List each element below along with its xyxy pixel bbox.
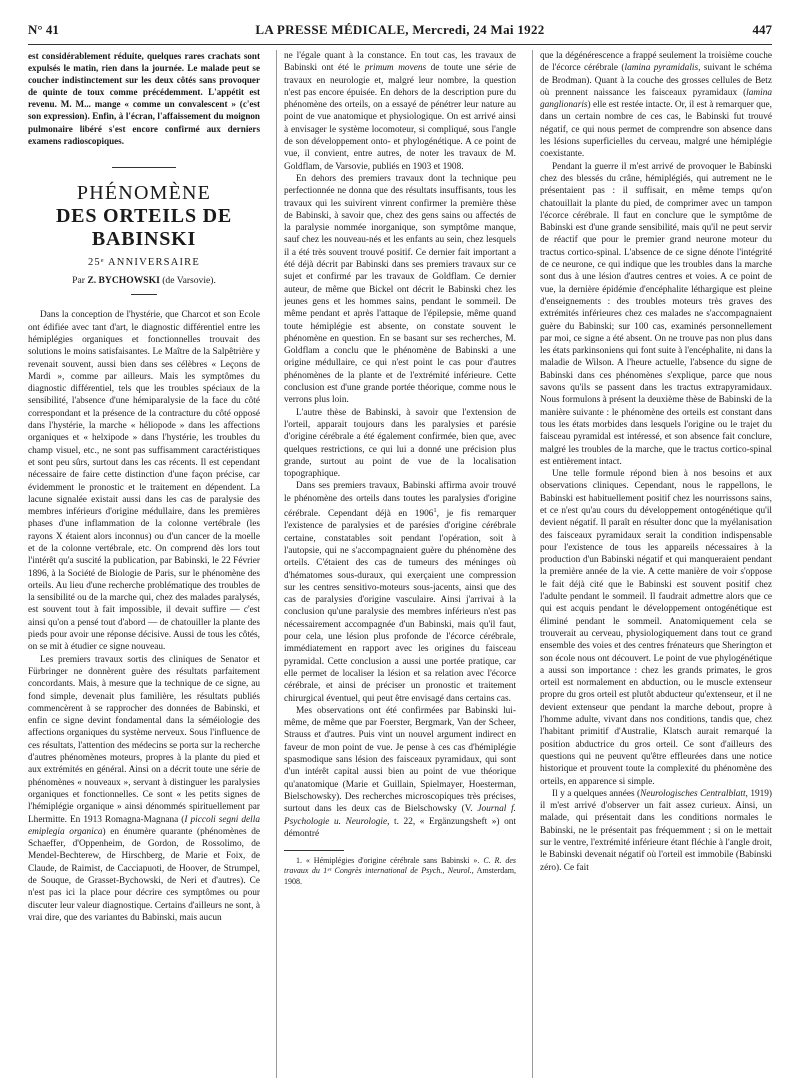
page-header — [28, 22, 772, 42]
column-3 — [540, 50, 772, 1080]
column-divider — [532, 50, 533, 1078]
paragraph: Dans la conception de l'hystérie, que Charcot et son Ecole ont édifiée avec tant d'art, le diagnostic différentiel entre les hémiplégies organiques et fonctionnelles trouvait des solutions le moins satisfaisantes. Le Maître de la Salpêtrière y revenait souvent, aussi bien dans ses célèbres « Leçons de Mardi », comme par ailleurs. Mais les symptômes du diagnostic différentiel, tels que les troubles spéciaux de la sensibilité, l'absence d'une hémiparalysie de la face du côté correspondant et la présence de la contracture du côté opposé dans l'hystérie, la marche « héliopode » dans les affections organiques et « helxipode » dans l'hystérie, les troubles du champ visuel, etc., ne sont pas suffisamment caractéristiques et sont peu sûrs, surtout dans les cas récents. Il est cependant nécessaire de faire cette distinction d'une façon précise, car évidemment le pronostic et le traitement en dépendent. La lacune signalée existait aussi dans les cas de paralysie des membres inférieurs d'origine médullaire, dans les premières phases d'une inflammation de la colonne vertébrale (les rayons X étaient alors inconnus) ou d'un cancer de la moelle et de la colonne vertébrale, etc. On comprend dès lors tout l'intérêt qu'a suscité la publication, par Babinski, le 22 Février 1896, à la Société de Biologie de Paris, sur le phénomène des orteils. Au lieu d'une recherche problématique des troubles de la sensibilité ou de la marche qui, chez des malades paralysés, est souvent tout à fait impossible, il devait suffire — c'est ainsi qu'on a pensé tout d'abord — de chatouiller la plante des pieds pour avoir une réponse décisive. Aussi de tous les côtés, on se mit à étudier ce signe nouveau. — [28, 310, 260, 653]
paragraph-text: Les premiers travaux sortis des cliniques de Senator et Fürbringer ne donnèrent guère des résultats parfaitement concordants. Mais, à mesure que la technique de ce signe, au fond simple, devenait plus familière, les résultats publiés commencèrent à se rapprocher des données de Babinski, et enfin ce signe devint fondamental dans la séméiologie des affections organiques du système nerveux. Sous l'influence de ces résultats, l'attention des médecins se porta sur la recherche d'autres phénomènes moteurs, propres à la plante du pied et aux extrémités en général. Ainsi on a décrit toute une série de phénomènes « nouveaux », servant à distinguer les paralysies organiques et fonctionnelles. Ce sont « les petits signes de l'hémiplégie organique » ainsi dénommés spirituellement par Lhermitte. En 1913 Romagna-Magnana ( — [28, 654, 260, 825]
journal-name: LA PRESSE MÉDICALE, — [255, 22, 409, 37]
paragraph: Pendant la guerre il m'est arrivé de provoquer le Babinski chez des blessés du crâne, hémiplégiés, qui autrement ne le présentaient pas : il suffisait, en même temps qu'on chatouillait la plante du pied, de comprimer avec un tampon l'écorce cérébrale. Il faut en conclure que le symptôme de Babinski est d'une grande sensibilité, mais qu'il ne peut servir de réactif que pour le premier grand neurone moteur du tractus cortico-spinal. L'absence de ce signe dénote l'intégrité de ce neurone, ce qui indique que les troubles dans la marche sont dus à une lésion d'autres centres et voies. A ce point de vue, la dernière épidémie d'encéphalite léthargique est pleine d'enseignements : des troubles moteurs très graves des extrémités inférieures chez ces malades ne s'accompagnaient guère du Babinski; sur 100 cas, examinés personnellement par moi, ce signe a été absent. On ne trouve pas non plus dans les états parkinsoniens qui font suite à l'encéphalite, ni dans la maladie de Wilson. A l'heure actuelle, l'absence du signe de Babinski dans ces phénomènes s'explique, parce que nous savons qu'ils se passent dans les tractus extrapyramidaux. Nous formulons à présent la deuxième thèse de Babinski de la manière suivante : le phénomène des orteils est constant dans tous les états morbides dans lesquels l'origine ou le trajet du faisceau pyramidal est intéressé, et son absence fait conclure, malgré les troubles de la marche, que le tractus cortico-spinal est entièrement intact. — [540, 161, 772, 467]
column-1 — [28, 50, 260, 1080]
paragraph-text: que la dégénérescence a frappé seulement la troisième couche de l'écorce cérébrale ( — [540, 51, 772, 74]
column-2 — [284, 50, 516, 1080]
paragraph-text: Dans ses premiers travaux, Babinski affirma avoir trouvé le phénomène des orteils dans toutes les paralysies d'origine cérébrale. Cependant déjà en 1906 — [284, 481, 516, 520]
paragraph-text: Mes observations ont été confirmées par Babinski lui-même, de même que par Foerster, Bergmark, Van der Scheer, Strauss et d'autres. Puis vint un nouvel argument indirect en faveur de mon point de vue. Je pense à ces cas d'hémiplégie spasmodique sans lésion des faisceaux pyramidaux, qui sont d'un intérêt capital aussi bien au point de vue théorique qu'anatomique (Marie et Guillain, Spielmayer, Hoesterman, Bielschowsky). Des recherches microscopiques très précises, surtout dans les deux cas de Bielschowsky (V. — [284, 705, 516, 815]
paragraph-italic: primum movens — [364, 63, 427, 74]
paragraph — [540, 50, 772, 161]
paragraph-italic: I piccoli segni della emiplegia organica — [28, 814, 260, 837]
paragraph-text: , je fis remarquer l'existence de paralysies et de parésies d'origine cérébrale certaine, constatables soit pendant l'opération, soit à l'autopsie, qui ne s'accompagnaient guère du phénomène des orteils. C'étaient des cas de tumeurs des méninges où d'hématomes sous-duraux, qui exerçaient une compression sur les centres sensitivo-moteurs sous-jacents, ainsi que des cas de paralysies d'origine vasculaire. Ainsi j'arrivai à la conclusion qu'une paralysie des membres inférieurs n'est pas nécessairement accompagnée d'un Babinski, mais qu'il faut, pour cela, une lésion plus profonde de l'écorce cérébrale, immédiatement en rapport avec les origines du faisceau pyramidal. Cette conclusion a aussi une portée pratique, car elle permet de localiser la lésion et sa relation avec l'écorce cérébrale, et ainsi de préciser un pronostic et traitement chirurgical éventuel, qui peut être envisagé dans certains cas. — [284, 509, 516, 704]
paragraph-text: ne l'égale quant à la constance. En tout cas, les travaux de Babinski ont été le — [284, 51, 516, 74]
paragraph — [284, 50, 516, 173]
paragraph-text: , t. 22, « Ergänzungsheft ») ont démontré — [284, 816, 516, 839]
paragraph-text: ) en énumère quarante (phénomènes de Schaeffer, d'Oppenheim, de Gordon, de Rossolimo, de Mendel-Bechterew, de Hirschberg, de Marie et Foix, de Claude, de Raimist, de Cacciapuoti, de Hoover, de Strumpel, de Souque, de Grasset-Bychowski, de Neri et d'autres). Ce n'est pas ici la place pour décrire ces symptômes ou pour discuter leur valeur diagnostique. Certains d'ailleurs ne sont, à vrai dire, que des variantes du Babinski, mais aucun — [28, 826, 260, 923]
paragraph — [284, 480, 516, 704]
footnote-text: 1. « Hémiplégies d'origine cérébrale sans Babinski ». — [296, 856, 484, 866]
footnote-text: , Amsterdam, 1908. — [284, 866, 516, 886]
paragraph-text: , 1919) il m'est arrivé d'observer un fait assez curieux. Ainsi, un malade, qui présentait dans les conditions normales le Babinski, ne le présentait pas fréquemment ; si on le mettait sur le ventre, l'extrémité inférieure étant fléchie à l'angle droit, le Babinski devenait négatif où l'orteil est immobile (Babinski zéro). Ce fait — [540, 788, 772, 873]
paragraph — [28, 654, 260, 925]
paragraph: L'autre thèse de Babinski, à savoir que l'extension de l'orteil, apparait toujours dans les paralysies et parésie d'origine cérébrale a été également confirmée, bien que, avec quelques restrictions, ce qui lui a donné une précision plus grande, surtout au point de vue de la localisation topographique. — [284, 407, 516, 480]
paragraph-text: Il y a quelques années ( — [552, 788, 641, 799]
issue-number: N° 41 — [28, 22, 59, 37]
title-line-2: DES ORTEILS DE BABINSKI — [55, 204, 233, 250]
paragraph-italic: Neurologisches Centralblatt — [640, 788, 746, 799]
footnote-rule — [284, 850, 344, 851]
header-rule — [28, 44, 772, 45]
footnote-ref: 1 — [433, 506, 437, 514]
paragraph-italic: Journal f. Psychologie u. Neurologie — [284, 804, 516, 827]
article-title — [28, 182, 260, 251]
paragraph — [540, 788, 772, 874]
column-divider — [276, 50, 277, 1078]
paragraph-text: de toute une série de travaux en neurologie et, malgré leur nombre, la question n'est pas encore épuisée. En dehors de la description pure du phénomène des orteils, on a essayé de pénétrer leur nature au point de vue anatomique et physiologique. On est arrivé ainsi à envisager le système locomoteur, si compliqué, sous l'angle de son développement onto- et phylogénétique. A ce point de vue, il convient, entre autres, de noter les travaux de M. Goldflam, de Varsovie, publiés en 1903 et 1908. — [284, 63, 516, 172]
footnote — [284, 856, 516, 887]
author-affiliation: (de Varsovie). — [159, 275, 216, 287]
author-name: Z. BYCHOWSKI — [87, 275, 160, 287]
author-prefix: Par — [72, 275, 88, 287]
subtitle: 25ᵉ ANNIVERSAIRE — [87, 256, 201, 268]
paragraph — [284, 705, 516, 840]
case-report-end: est considérablement réduite, quelques rares crachats sont expulsés le matin, rien dans la journée. Le malade peut se coucher indistinctement sur les deux côtés sans provoquer de quinte de toux comme précédemment. L'appétit est revenu. M. M... mange « comme un convalescent » (c'est son expression). Enfin, à l'écran, l'affaissement du moignon pulmonaire libéré s'est encore confirmé aux derniers examens radioscopiques. — [28, 51, 260, 146]
paragraph: Une telle formule répond bien à nos besoins et aux observations cliniques. Cependant, nous le rappellons, le Babinski est habituellement positif chez les nourrissons sains, et ce n'est qu'au cours du développement ontogénétique qu'il devient négatif. Il paraît en résulter donc que la myélanisation des faisceaux pyramidaux serait la condition indispensable pour l'existence de tous les appareils nécessaires à la production d'un Babinski négatif et qui manqueraient pendant la première année de la vie. A cette manière de voir s'oppose le fait déjà cité que le Babinski est souvent positif chez l'adulte pendant le sommeil. Il faudrait admettre alors que ce qui est acquis pendant le développement ontogénétique est éliminé pendant le sommeil. Anatomiquement cela se trouverait au cerveau, physiologiquement dans tout ce grand ensemble des voies et des centres frénateurs que Sherington et son école nous ont découvert. Le point de vue phylogénétique a aussi son importance : chez les grands primates, le gros orteil est normalement en abduction, ou le muscle extenseur propre du gros orteil est plutôt abducteur qu'extenseur, et il ne devient extenseur que pendant la marche debout, propre à l'homme adulte, vivant dans nos conditions, tandis que, chez l'habitant primitif d'Australie, Klatsch aurait remarqué la position abductrice du gros orteil. Ce sont d'ailleurs des questions qui ne peuvent qu'être effleurées dans une notice historique et prouvent toute la complexité du phénomène des orteils, en apparence si simple. — [540, 469, 772, 787]
paragraph: En dehors des premiers travaux dont la technique peu perfectionnée ne donna que des résultats insuffisants, tous les travaux qui les suivirent vinrent confirmer la première thèse de Babinski, à savoir que, chez des gens sains ou affectés de la paralysie nommée inorganique, son symptôme manque, sauf chez les nouveau-nés et les enfants au sein, chez lesquels il a été très souvent trouvé positif. Ce dernier fait important a été déjà décrit par Babinski dans ses premiers travaux sur ce sujet et confirmé par les travaux de Goldflam. Ce dernier auteur, de même que Bickel ont décrit le Babinski chez les jeunes gens et les hommes sains, pendant le sommeil. De même pendant et après l'attaque de l'épilepsie, même quand toute hémiplégie est absente, on constate souvent le phénomène en question. En se basant sur ses recherches, M. Goldflam a conclu que le phénomène de Babinski a une origine médullaire, ce qui n'est point le cas pour d'autres phénomènes de la plante et de l'extrémité inférieure. Cette conclusion est d'une grande portée théorique, comme nous le verrons plus loin. — [284, 173, 516, 406]
author-line — [28, 275, 260, 287]
title-line-1: PHÉNOMÈNE — [76, 181, 212, 204]
page-number: 447 — [752, 22, 772, 37]
section-rule — [112, 167, 176, 168]
paragraph-text: , suivant le schéma de Brodman). Quant à la couche des grosses cellules de Betz où prennent naissance les faisceaux pyramidaux ( — [540, 63, 772, 98]
issue-date: Mercredi, 24 Mai 1922 — [408, 22, 545, 37]
article-title-block — [28, 167, 260, 296]
paragraph-italic: lamina ganglionaris — [540, 87, 772, 111]
running-title — [28, 22, 772, 38]
title-rule — [131, 294, 157, 295]
paragraph-text: ) elle est restée intacte. Or, il est à remarquer que, dans un certain nombre de ces cas, le Babinski fut trouvé négatif, ce qui nous permet de comprendre son absence dans les lésions superficielles du cerveau, malgré une hémiplégie coexistante. — [540, 100, 772, 160]
footnote-italic: C. R. des travaux du 1ᵉʳ Congrès international de Psych., Neurol. — [284, 856, 516, 876]
paragraph-italic: lamina pyramidalis — [624, 63, 699, 74]
